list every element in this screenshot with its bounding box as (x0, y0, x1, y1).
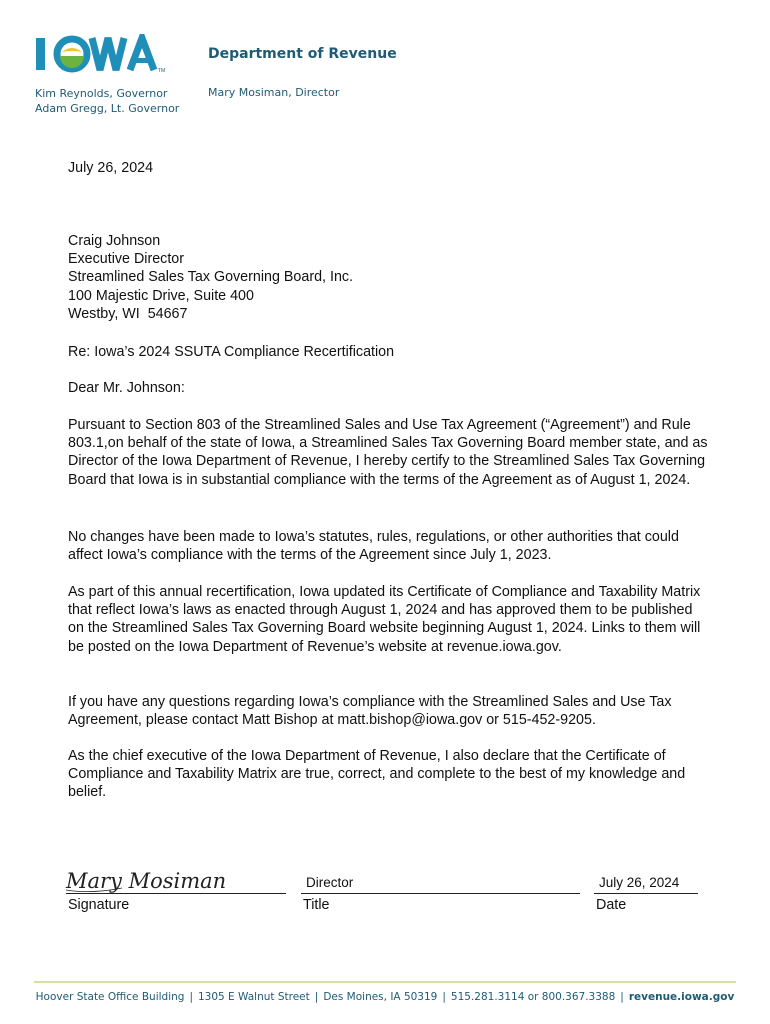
recipient-street: 100 Majestic Drive, Suite 400 (68, 287, 254, 304)
lt-governor-name: Adam Gregg, Lt. Governor (35, 102, 180, 115)
body-paragraph-1: Pursuant to Section 803 of the Streamlined Sales and Use Tax Agreement (“Agreement”) and Rule 803.1,on behalf of the state of Iowa, a Streamlined Sales Tax Governing Board member state, and as Director of the Iowa Department of Revenue, I hereby certify to the Streamlined Sales Tax Governing Board that Iowa is in substantial compliance with the terms of the Agreement as of August 1, 2024. (68, 417, 708, 488)
title-line (301, 893, 580, 894)
recipient-title: Executive Director (68, 251, 185, 268)
footer-building: Hoover State Office Building (35, 991, 185, 1003)
department-name: Department of Revenue (208, 46, 397, 62)
footer-rule (34, 981, 736, 983)
director-name: Mary Mosiman, Director (208, 86, 340, 99)
body-paragraph-2: No changes have been made to Iowa’s statutes, rules, regulations, or other authorities that could affect Iowa’s compliance with the terms of the Agreement since July 1, 2023. (68, 529, 679, 564)
governor-name: Kim Reynolds, Governor (35, 87, 168, 100)
footer-website-link[interactable]: revenue.iowa.gov (628, 991, 735, 1003)
date-line (594, 893, 698, 894)
body-paragraph-5: As the chief executive of the Iowa Department of Revenue, I also declare that the Certificate of Compliance and Taxability Matrix are true, correct, and complete to the best of my knowledge and belief. (68, 748, 686, 801)
recipient-city: Westby, WI 54667 (68, 305, 188, 322)
body-paragraph-4: If you have any questions regarding Iowa’s compliance with the Streamlined Sales and Use Tax Agreement, please contact Matt Bishop at matt.bishop@iowa.gov or 515-452-9205. (68, 694, 672, 729)
body-paragraph-3: As part of this annual recertification, Iowa updated its Certificate of Compliance and Taxability Matrix that reflect Iowa’s laws as enacted through August 1, 2024 and has approved them to be published on the Streamlined Sales Tax Governing Board website beginning August 1, 2024. Links to them will be posted on the Iowa Department of Revenue’s website at revenue.iowa.gov. (68, 584, 701, 655)
footer-phones: 515.281.3114 or 800.367.3388 (450, 991, 616, 1003)
recipient-address (68, 232, 353, 323)
footer-contact: Hoover State Office Building | 1305 E Walnut Street | Des Moines, IA 50319 | 515.281.3114 or 800.367.3388 | revenue.iowa.gov (35, 991, 735, 1003)
recipient-name: Craig Johnson (68, 233, 161, 249)
salutation: Dear Mr. Johnson: (68, 380, 185, 396)
signature-label: Signature (68, 897, 130, 913)
signature-line (66, 893, 286, 894)
footer-city: Des Moines, IA 50319 (323, 991, 438, 1003)
governor-lines (35, 86, 179, 116)
letter-date: July 26, 2024 (68, 160, 154, 176)
date-label: Date (596, 897, 627, 913)
handwritten-signature (62, 860, 232, 900)
svg-text:TM: TM (158, 68, 166, 74)
iowa-logo (34, 34, 184, 82)
footer-street: 1305 E Walnut Street (198, 991, 310, 1003)
subject-line: Re: Iowa’s 2024 SSUTA Compliance Recertification (68, 344, 395, 360)
title-label: Title (303, 897, 330, 913)
date-value: July 26, 2024 (599, 875, 680, 890)
svg-text:Mary Mosiman: Mary Mosiman (66, 869, 227, 893)
recipient-organization: Streamlined Sales Tax Governing Board, Inc. (68, 269, 354, 286)
title-value: Director (306, 875, 354, 890)
